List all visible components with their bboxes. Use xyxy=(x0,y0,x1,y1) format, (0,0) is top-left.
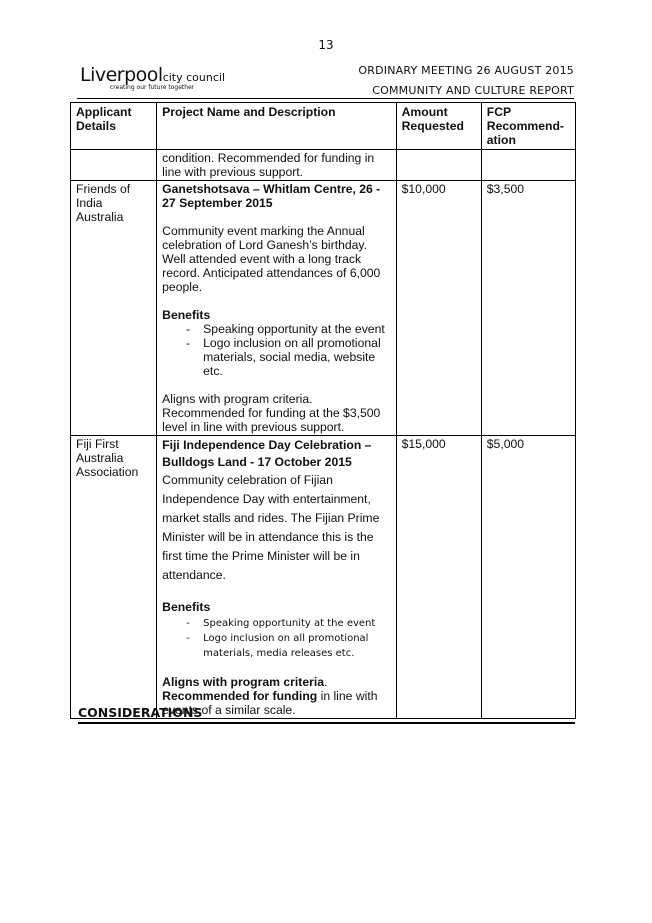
project-cell xyxy=(157,181,396,436)
benefits-list xyxy=(162,616,391,661)
amount-cell: $10,000 xyxy=(396,181,481,436)
amount-cell: $15,000 xyxy=(396,436,481,719)
funding-table xyxy=(70,102,576,719)
meeting-title: ORDINARY MEETING 26 AUGUST 2015 xyxy=(358,64,574,77)
table-header-row xyxy=(71,103,576,150)
header-applicant: Applicant Details xyxy=(71,103,157,150)
benefit-item: - Speaking opportunity at the event xyxy=(162,616,391,631)
project-cell xyxy=(157,436,396,719)
fcp-cell: $5,000 xyxy=(481,436,575,719)
council-logo xyxy=(80,64,225,91)
header-fcp: FCP Recommend-ation xyxy=(481,103,575,150)
table-row xyxy=(71,436,576,719)
applicant-cell: Friends of India Australia xyxy=(71,181,157,436)
project-recommendation: Aligns with program criteria. Recommended for funding at the $3,500 level in line with previous support. xyxy=(162,392,381,434)
project-title: Ganetshotsava – Whitlam Centre, 26 - 27 September 2015 xyxy=(162,182,381,210)
project-description: Community celebration of Fijian Independence Day with entertainment, market stalls and rides. The Fijian Prime Minister will be in attendance this is the first time the Prime Minister will be in attendance. xyxy=(162,473,380,582)
report-title: COMMUNITY AND CULTURE REPORT xyxy=(372,84,574,97)
logo-main-text: Liverpool xyxy=(80,64,163,86)
recommended-text: Recommended for funding xyxy=(162,689,318,703)
applicant-cell xyxy=(71,150,157,181)
header-amount: Amount Requested xyxy=(396,103,481,150)
page-number: 13 xyxy=(318,38,334,52)
logo-sub-text: city council xyxy=(162,71,226,84)
project-title: Fiji Independence Day Celebration – Bulldogs Land - 17 October 2015 xyxy=(162,438,372,469)
benefit-item: - Logo inclusion on all promotional materials, media releases etc. xyxy=(162,631,391,661)
project-description: Community event marking the Annual celebration of Lord Ganesh’s birthday. Well attended event with a long track record. Anticipated attendances of 6,000 people. xyxy=(162,224,381,294)
recommended-tail: in line with events of a similar scale. xyxy=(162,689,378,717)
fcp-cell: $3,500 xyxy=(481,181,575,436)
amount-cell xyxy=(396,150,481,181)
table-row xyxy=(71,181,576,436)
benefit-item: - Speaking opportunity at the event xyxy=(162,322,391,336)
header-project: Project Name and Description xyxy=(157,103,396,150)
header-divider xyxy=(77,98,574,99)
benefits-list xyxy=(162,322,391,378)
fcp-cell xyxy=(481,150,575,181)
considerations-rule xyxy=(78,722,575,724)
criteria-period: . xyxy=(324,675,328,689)
logo-tagline: creating our future together xyxy=(110,84,195,91)
project-cell: condition. Recommended for funding in line with previous support. xyxy=(157,150,396,181)
benefit-item: - Logo inclusion on all promotional materials, social media, website etc. xyxy=(162,336,391,378)
criteria-text: Aligns with program criteria xyxy=(162,675,325,689)
considerations-heading: CONSIDERATIONS xyxy=(78,705,203,720)
benefits-heading: Benefits xyxy=(162,600,211,614)
benefits-heading: Benefits xyxy=(162,308,211,322)
applicant-cell: Fiji First Australia Association xyxy=(71,436,157,719)
table-row xyxy=(71,150,576,181)
